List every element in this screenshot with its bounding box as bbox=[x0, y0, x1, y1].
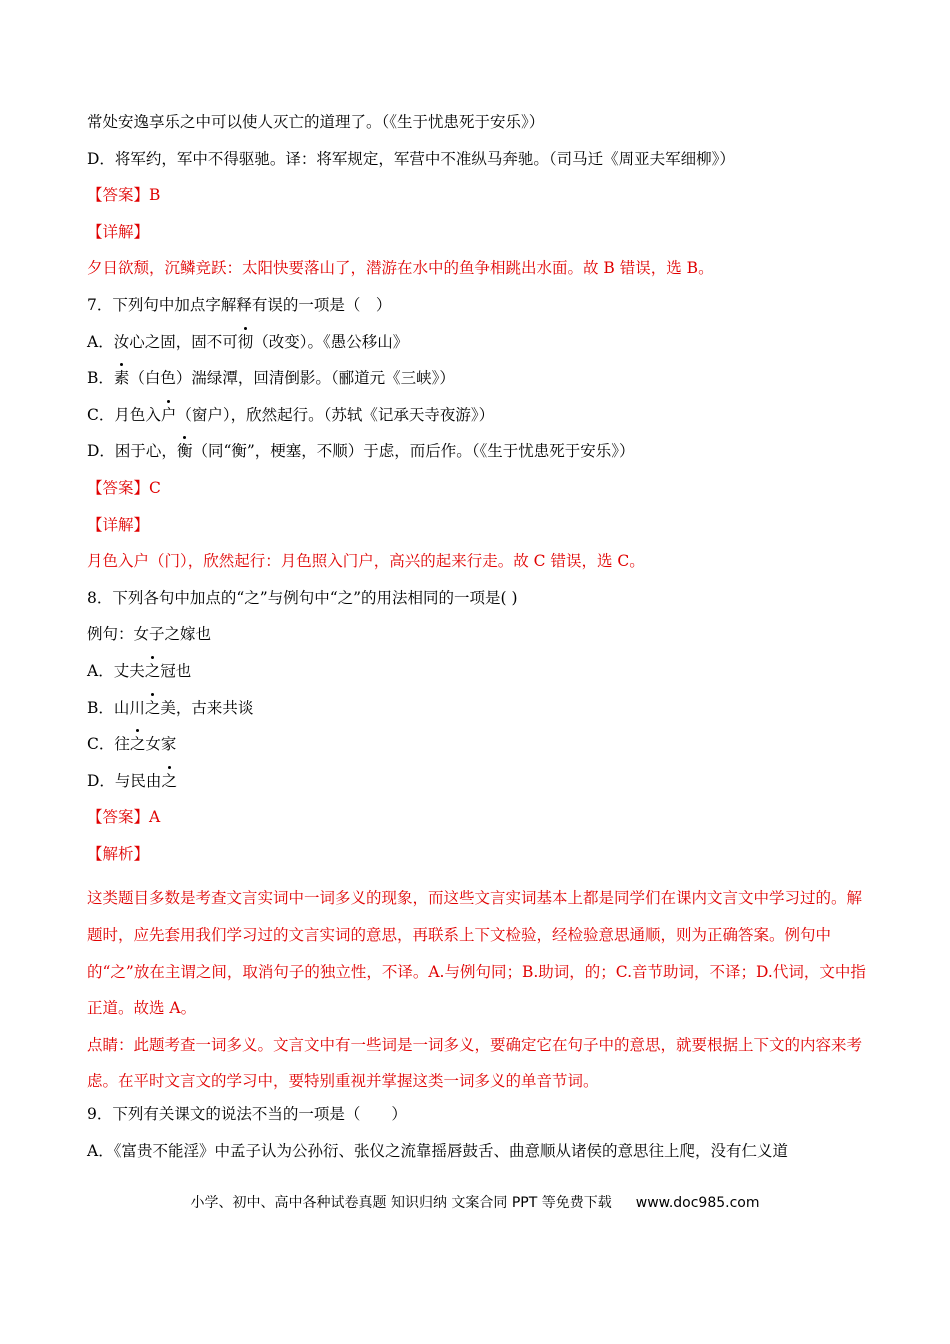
page-footer bbox=[0, 1192, 950, 1212]
dotted-char: 户 bbox=[160, 405, 177, 424]
text-line: 常处安逸享乐之中可以使人灭亡的道理了。（《生于忧患死于安乐》） bbox=[87, 113, 545, 131]
q7-option-c: C．月色入户（窗户），欣然起行。（苏轼《记承天寺夜游》） bbox=[87, 405, 495, 424]
q7-option-b: B．素（白色）湍绿潭，回清倒影。（郦道元《三峡》） bbox=[87, 369, 455, 388]
q8-analysis: 这类题目多数是考查文言实词中一词多义的现象，而这些文言实词基本上都是同学们在课内文言文中学习过的。解题时，应先套用我们学习过的文言实词的意思，再联系上下文检验，经检验意思通顺，则为正确答案。例句中的“之”放在主谓之间，取消句子的独立性，不译。A.与例句同；B.助词，的；C.音节助词，不译；D.代词，文中指正道。故选 A。 bbox=[87, 889, 866, 1018]
explanation-text: 夕日欲颓，沉鳞竞跃：太阳快要落山了，潜游在水中的鱼争相跳出水面。故 B 错误，选 B。 bbox=[87, 259, 714, 278]
option-d: D．将军约，军中不得驱驰。译：将军规定，军营中不准纵马奔驰。（司马迁《周亚夫军细柳》） bbox=[87, 149, 735, 168]
dotted-char: 之 bbox=[144, 661, 161, 680]
dotted-char: 之 bbox=[129, 735, 146, 754]
q7-option-a: A．汝心之固，固不可彻（改变）。《愚公移山》 bbox=[87, 332, 409, 351]
answer-label: 【答案】B bbox=[87, 186, 161, 205]
dotted-char: 彻 bbox=[237, 332, 254, 351]
q8-option-d: D．与民由之 bbox=[87, 771, 177, 790]
q8-analysis-label: 【解析】 bbox=[87, 844, 150, 863]
question-8: 8．下列各句中加点的“之”与例句中“之”的用法相同的一项是( ) bbox=[87, 588, 518, 607]
q8-answer: 【答案】A bbox=[87, 808, 161, 827]
dotted-char: 衡 bbox=[176, 442, 193, 461]
question-9: 9．下列有关课文的说法不当的一项是（ ） bbox=[87, 1105, 407, 1124]
q8-option-a: A．丈夫之冠也 bbox=[87, 661, 192, 680]
footer-text: 小学、初中、高中各种试卷真题 知识归纳 文案合同 PPT 等免费下载 bbox=[190, 1195, 612, 1211]
q7-explanation: 月色入户（门），欣然起行：月色照入门户，高兴的起来行走。故 C 错误，选 C。 bbox=[87, 552, 645, 571]
q8-example: 例句：女子之嫁也 bbox=[87, 625, 212, 644]
q8-option-b: B．山川之美，古来共谈 bbox=[87, 698, 254, 717]
dotted-char: 之 bbox=[144, 698, 161, 717]
explanation-label: 【详解】 bbox=[87, 222, 150, 241]
q7-explanation-label: 【详解】 bbox=[87, 515, 150, 534]
footer-url[interactable]: www.doc985.com bbox=[635, 1195, 760, 1211]
dotted-char: 素 bbox=[113, 369, 130, 388]
question-7: 7．下列句中加点字解释有误的一项是（ ） bbox=[87, 295, 392, 314]
dotted-char: 之 bbox=[161, 771, 177, 790]
q7-option-d: D．困于心，衡（同“衡”，梗塞，不顺）于虑，而后作。（《生于忧患死于安乐》） bbox=[87, 442, 635, 461]
q8-option-c: C．往之女家 bbox=[87, 735, 177, 754]
q8-tip: 点睛：此题考查一词多义。文言文中有一些词是一词多义，要确定它在句子中的意思，就要根据上下文的内容来考虑。在平时文言文的学习中，要特别重视并掌握这类一词多义的单音节词。 bbox=[87, 1035, 863, 1091]
q7-answer: 【答案】C bbox=[87, 478, 161, 497]
document-body bbox=[87, 112, 867, 1177]
q9-option-a: A．《富贵不能淫》中孟子认为公孙衍、张仪之流靠摇唇鼓舌、曲意顺从诸侯的意思往上爬，没有仁义道 bbox=[87, 1141, 788, 1160]
